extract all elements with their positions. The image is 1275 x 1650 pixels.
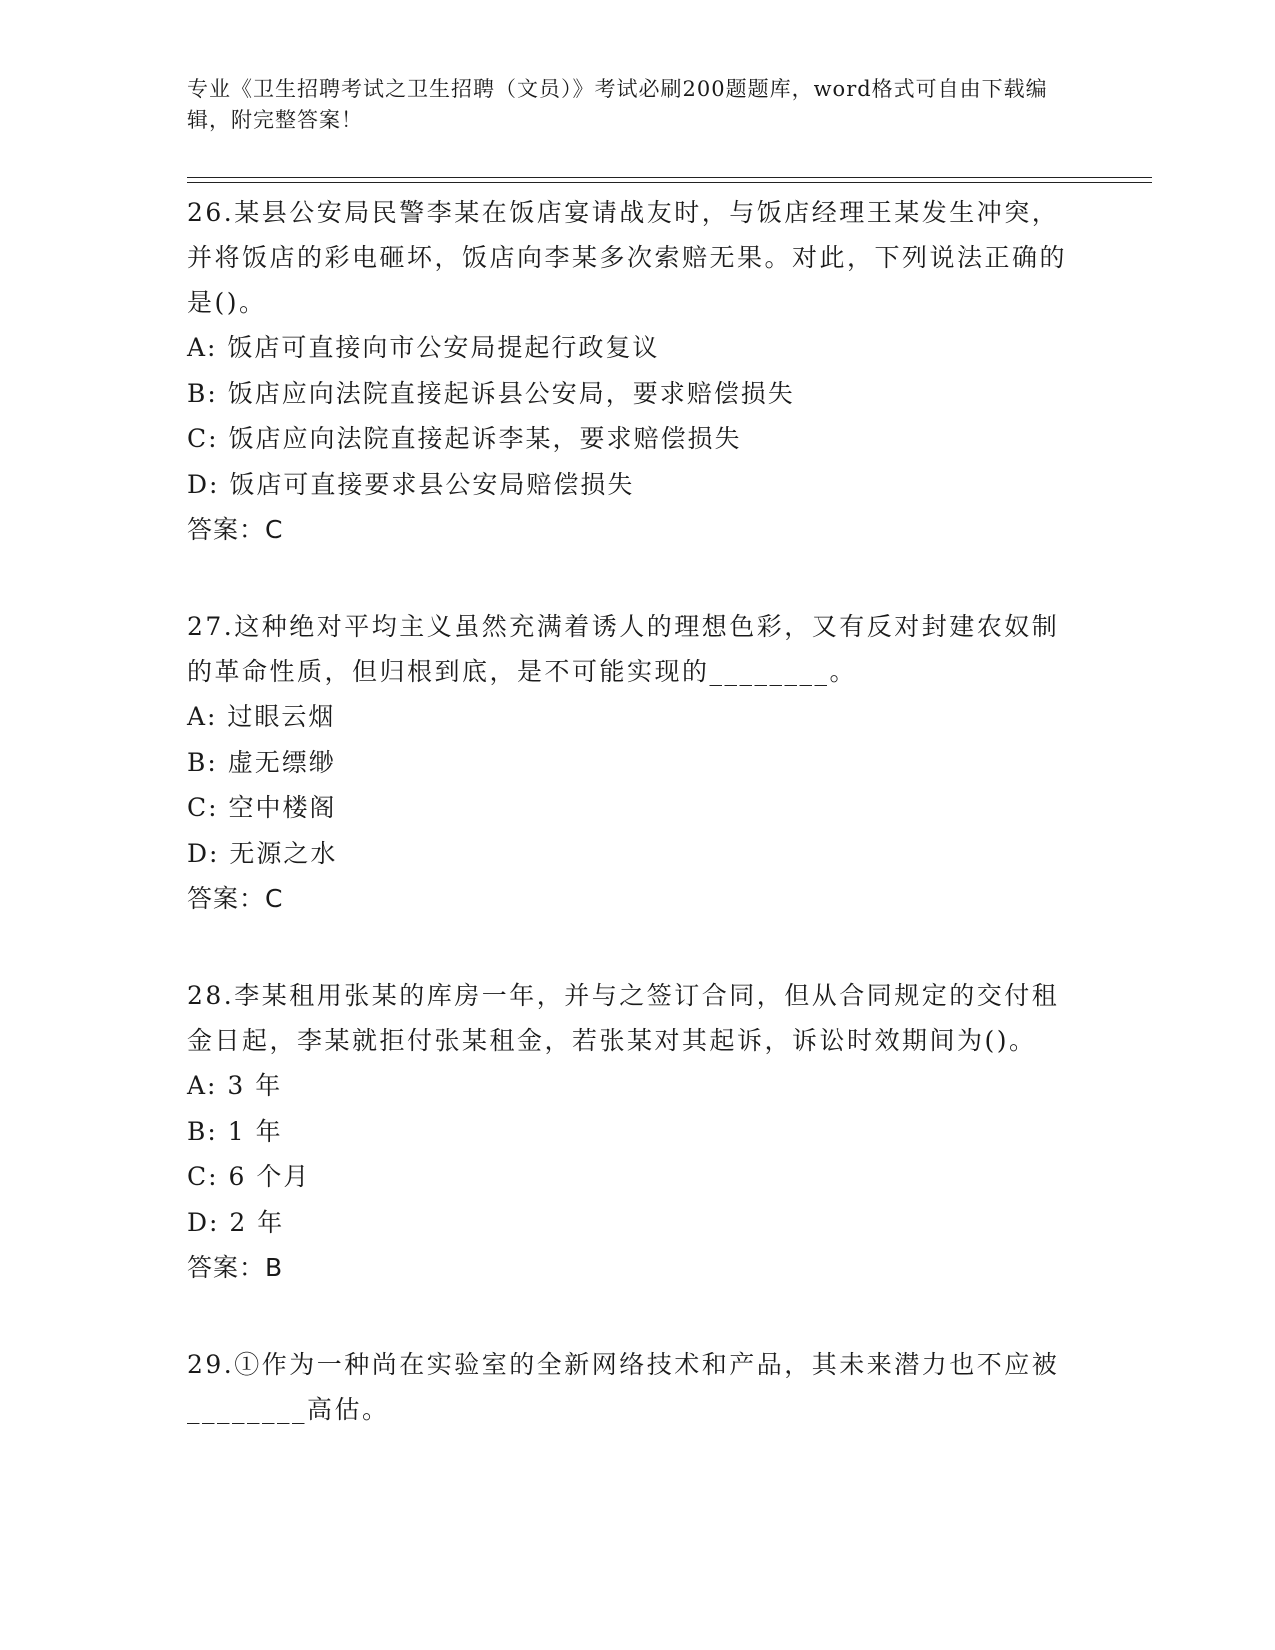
question-29 xyxy=(187,1342,1077,1432)
option-c: C: 6 个月 xyxy=(187,1162,311,1191)
document-header: 专业《卫生招聘考试之卫生招聘（文员）》考试必刷200题题库，word格式可自由下载编辑，附完整答案！ xyxy=(187,77,1048,132)
option-c: C: 空中楼阁 xyxy=(187,793,337,822)
option-a: A: 饭店可直接向市公安局提起行政复议 xyxy=(187,333,660,362)
question-28 xyxy=(187,973,1077,1290)
question-27 xyxy=(187,604,1077,921)
question-list xyxy=(187,190,1077,1484)
question-stem: 27.这种绝对平均主义虽然充满着诱人的理想色彩，又有反对封建农奴制的革命性质，但归根到底，是不可能实现的________。 xyxy=(187,612,1060,686)
option-b: B: 1 年 xyxy=(187,1116,283,1146)
option-b: B: 虚无缥缈 xyxy=(187,747,336,777)
option-b: B: 饭店应向法院直接起诉县公安局，要求赔偿损失 xyxy=(187,378,795,408)
question-stem: 28.李某租用张某的库房一年，并与之签订合同，但从合同规定的交付租金日起，李某就拒付张某租金，若张某对其起诉，诉讼时效期间为()。 xyxy=(187,981,1060,1055)
header-divider-top xyxy=(187,177,1152,178)
question-stem: 29.①作为一种尚在实验室的全新网络技术和产品，其未来潜力也不应被________高估。 xyxy=(187,1350,1060,1424)
option-d: D: 饭店可直接要求县公安局赔偿损失 xyxy=(187,469,635,499)
answer-line: 答案：C xyxy=(187,884,284,913)
option-c: C: 饭店应向法院直接起诉李某，要求赔偿损失 xyxy=(187,424,742,453)
answer-line: 答案：C xyxy=(187,515,284,544)
header-divider-bottom xyxy=(187,182,1152,183)
option-a: A: 过眼云烟 xyxy=(187,702,336,731)
option-a: A: 3 年 xyxy=(187,1071,283,1100)
question-26 xyxy=(187,190,1077,552)
answer-line: 答案：B xyxy=(187,1253,284,1282)
option-d: D: 2 年 xyxy=(187,1207,285,1237)
option-d: D: 无源之水 xyxy=(187,838,338,868)
question-stem: 26.某县公安局民警李某在饭店宴请战友时，与饭店经理王某发生冲突，并将饭店的彩电砸坏，饭店向李某多次索赔无果。对此，下列说法正确的是()。 xyxy=(187,198,1068,317)
